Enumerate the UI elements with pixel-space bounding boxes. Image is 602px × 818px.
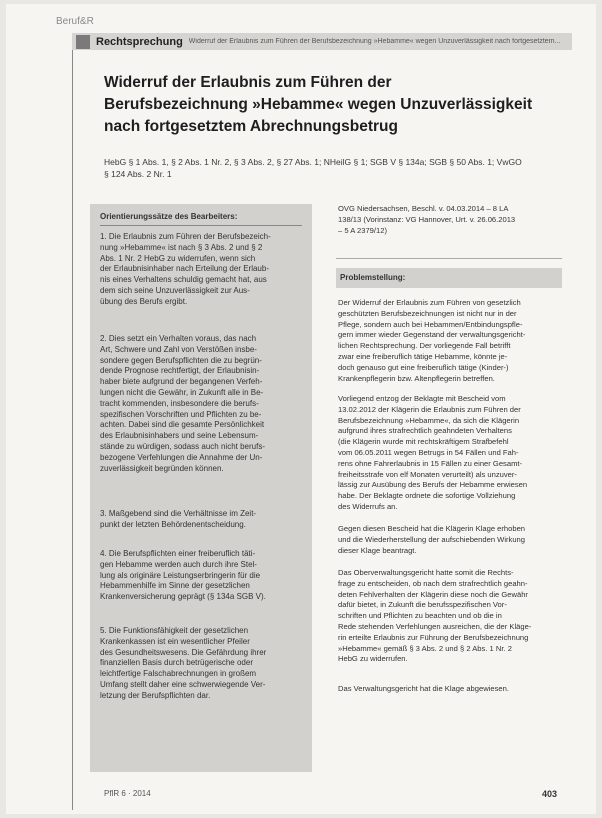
guideline-4 — [100, 549, 306, 603]
text-line: habe. Der Beklagte ordnete die sofortige Vollziehung — [338, 491, 516, 501]
title-line: nach fortgesetztem Abrechnungsbetrug — [104, 118, 398, 135]
section-label: Beruf&R — [56, 16, 94, 27]
text-line: Art, Schwere und Zahl von Verstößen insbe- — [100, 344, 257, 354]
text-line: rens ohne Fahrerlaubnis in 15 Fällen zu einer Gesamt- — [338, 458, 523, 468]
text-line: Krankenkassen ist ein wesentlicher Pfeiler — [100, 636, 250, 646]
text-line: dafür bietet, in Zukunft die berufsspezifischen Vor- — [338, 600, 507, 610]
text-line: 4. Die Berufspflichten einer freiberuflich täti- — [100, 549, 256, 558]
text-line: spezifischen Vorschriften und Pflichten zu be- — [100, 409, 262, 419]
header-marker — [76, 35, 90, 49]
text-line: übung des Berufs ergibt. — [100, 296, 188, 306]
text-line: frage zu entscheiden, ob nach dem strafrechtlich geahn- — [338, 578, 528, 588]
text-line: 2. Dies setzt ein Verhalten voraus, das nach — [100, 334, 257, 343]
text-line: lungen nicht die Gewähr, in Zukunft alle in Be- — [100, 387, 264, 397]
text-line: – 5 A 2379/12) — [338, 225, 387, 235]
problem-heading-box — [336, 268, 562, 288]
journal-issue: PflR 6 · 2014 — [104, 789, 151, 798]
text-line: haber biete aufgrund der begangenen Verfeh- — [100, 377, 263, 387]
text-line: achten. Dabei sind die gesamte Persönlichkeit — [100, 420, 265, 430]
text-line: des Gesundheitswesens. Die Gefährdung ihrer — [100, 647, 267, 657]
text-line: Umfang stellt daher eine schwerwiegende Ver- — [100, 679, 266, 689]
title-line: Widerruf der Erlaubnis zum Führen der — [104, 74, 392, 91]
text-line: lung als originäre Leistungserbringerin für die — [100, 570, 261, 580]
text-line: gen Hebamme werden auch durch ihre Stel- — [100, 559, 257, 569]
norms-line: § 124 Abs. 2 Nr. 1 — [104, 169, 172, 179]
text-line: geschützten Berufsbezeichnungen ist nicht nur in der — [338, 308, 517, 318]
page-number: 403 — [542, 789, 558, 799]
text-line: des Erlaubnisinhabers und seine Lebensum- — [100, 431, 259, 441]
text-line: 5. Die Funktionsfähigkeit der gesetzlichen — [100, 626, 249, 635]
text-line: HebG zu widerrufen. — [338, 654, 408, 664]
guideline-5 — [100, 626, 306, 702]
text-line: nis eines Verhaltens schuldig gemacht hat, aus — [100, 275, 267, 285]
text-line: Abs. 1 Nr. 2 HebG zu widerrufen, wenn sich — [100, 253, 256, 263]
text-line: bezogene Verfehlungen die Annahme der Un- — [100, 452, 263, 462]
text-line: doch genauso gut eine freiberuflich tätige (Kinder-) — [338, 362, 509, 372]
text-line: nung »Hebamme« ist nach § 3 Abs. 2 und § 2 — [100, 242, 263, 252]
text-line: Pflege, sondern auch bei Hebammen/Entbindungspfle- — [338, 319, 523, 329]
problem-paragraph-5 — [338, 684, 562, 695]
text-line: Der Widerruf der Erlaubnis zum Führen von gesetzlich — [338, 298, 521, 307]
text-line: (die Klägerin wurde mit rechtskräftigem Strafbefehl — [338, 437, 509, 447]
text-line: punkt der letzten Behördenentscheidung. — [100, 519, 246, 529]
text-line: zuverlässigkeit begründen können. — [100, 463, 224, 473]
problem-paragraph-1 — [338, 298, 562, 384]
text-line: tracht kommenden, insbesondere die berufs- — [100, 398, 259, 408]
text-line: 1. Die Erlaubnis zum Führen der Berufsbezeich- — [100, 232, 271, 241]
problem-heading: Problemstellung: — [340, 273, 406, 282]
text-line: deten Fehlverhalten der Klägerin diese noch die Gewähr — [338, 589, 528, 599]
text-line: der Erlaubnisinhaber nach Erteilung der Erlaub- — [100, 264, 269, 274]
text-line: Krankenpflegerin bzw. Altenpflegerin betreffen. — [338, 373, 495, 383]
text-line: schriften und Pflichten zu beachten und ob die in — [338, 611, 502, 621]
text-line: Hebammenhilfe im Sinne der gesetzlichen — [100, 581, 250, 591]
text-line: gern immer wieder Gegenstand der verwaltungsgericht- — [338, 330, 526, 340]
text-line: freiheitsstrafe von elf Monaten verurteilt) als unzuver- — [338, 469, 517, 479]
guidelines-box — [90, 204, 312, 772]
guideline-1 — [100, 232, 306, 308]
margin-rule — [72, 50, 73, 810]
norms-line: HebG § 1 Abs. 1, § 2 Abs. 1 Nr. 2, § 3 Abs. 2, § 27 Abs. 1; NHeilG § 1; SGB V § 134a; SGB § 50 Abs. 1; VwGO — [104, 157, 522, 167]
problem-paragraph-4 — [338, 568, 562, 665]
problem-paragraph-3 — [338, 524, 562, 556]
problem-paragraph-2 — [338, 394, 562, 513]
text-line: Berufsbezeichnung »Hebamme«, da sich die Klägerin — [338, 415, 520, 425]
text-line: und die Wiederherstellung der aufschiebenden Wirkung — [338, 534, 526, 544]
guideline-2 — [100, 334, 306, 474]
text-line: 138/13 (Vorinstanz: VG Hannover, Urt. v. 26.06.2013 — [338, 214, 516, 224]
text-line: lichen Rechtsprechung. Der vorliegende Fall betrifft — [338, 341, 511, 351]
text-line: 3. Maßgebend sind die Verhältnisse im Zeit- — [100, 509, 257, 518]
text-line: sondere gegen Berufspflichten die zu begrün- — [100, 355, 262, 365]
text-line: Das Verwaltungsgericht hat die Klage abgewiesen. — [338, 684, 509, 693]
text-line: vom 06.05.2011 wegen Betrugs in 54 Fällen und Fah- — [338, 447, 519, 457]
article-title — [104, 72, 564, 138]
text-line: Krankenversicherung geprägt (§ 134a SGB V). — [100, 592, 266, 602]
text-line: zwar eine freiberuflich tätige Hebamme, könnte je- — [338, 351, 508, 361]
journal-page — [6, 4, 596, 814]
text-line: 13.02.2012 der Klägerin die Erlaubnis zum Führen der — [338, 404, 521, 414]
text-line: rin erteilte Erlaubnis zur Führung der Berufsbezeichnung — [338, 632, 529, 642]
text-line: finanziellen Basis durch betrügerische oder — [100, 658, 253, 668]
divider — [336, 258, 562, 259]
text-line: aufgrund ihres strafrechtlich geahndeten Verhaltens — [338, 426, 512, 436]
text-line: Das Oberverwaltungsgericht hatte somit die Rechts- — [338, 568, 514, 577]
text-line: Rede stehenden Verfehlungen ausreichen, die der Kläge- — [338, 621, 532, 631]
text-line: »Hebamme« gemäß § 3 Abs. 2 und § 2 Abs. 1 Nr. 2 — [338, 643, 512, 653]
text-line: OVG Niedersachsen, Beschl. v. 04.03.2014 – 8 LA — [338, 204, 509, 213]
guideline-3 — [100, 509, 306, 531]
text-line: Gegen diesen Bescheid hat die Klägerin Klage erhoben — [338, 524, 526, 533]
legal-norms — [104, 156, 534, 180]
header-subtitle: Widerruf der Erlaubnis zum Führen der Berufsbezeichnung »Hebamme« wegen Unzuverlässigkeit nach fortgesetztem... — [188, 38, 561, 45]
guidelines-heading: Orientierungssätze des Bearbeiters: — [100, 212, 238, 221]
text-line: Vorliegend entzog der Beklagte mit Bescheid vom — [338, 394, 506, 403]
header-title: Rechtsprechung — [96, 35, 183, 48]
text-line: dieser Klage beantragt. — [338, 545, 417, 555]
guidelines-rule — [100, 225, 302, 226]
title-line: Berufsbezeichnung »Hebamme« wegen Unzuverlässigkeit — [104, 96, 533, 113]
text-line: dem sich seine Unzuverlässigkeit zur Aus- — [100, 285, 250, 295]
text-line: lässig zur Ausübung des Berufs der Hebamme erwiesen — [338, 480, 528, 490]
running-header — [72, 33, 572, 50]
text-line: leichtfertige Falschabrechnungen in großem — [100, 669, 257, 679]
court-citation — [338, 204, 562, 236]
text-line: stände zu würdigen, sodass auch nicht berufs- — [100, 441, 265, 451]
text-line: des Widerrufs an. — [338, 501, 398, 511]
text-line: dende Prognose rechtfertigt, der Erlaubnisin- — [100, 366, 260, 376]
text-line: letzung der Berufspflichten dar. — [100, 690, 211, 700]
